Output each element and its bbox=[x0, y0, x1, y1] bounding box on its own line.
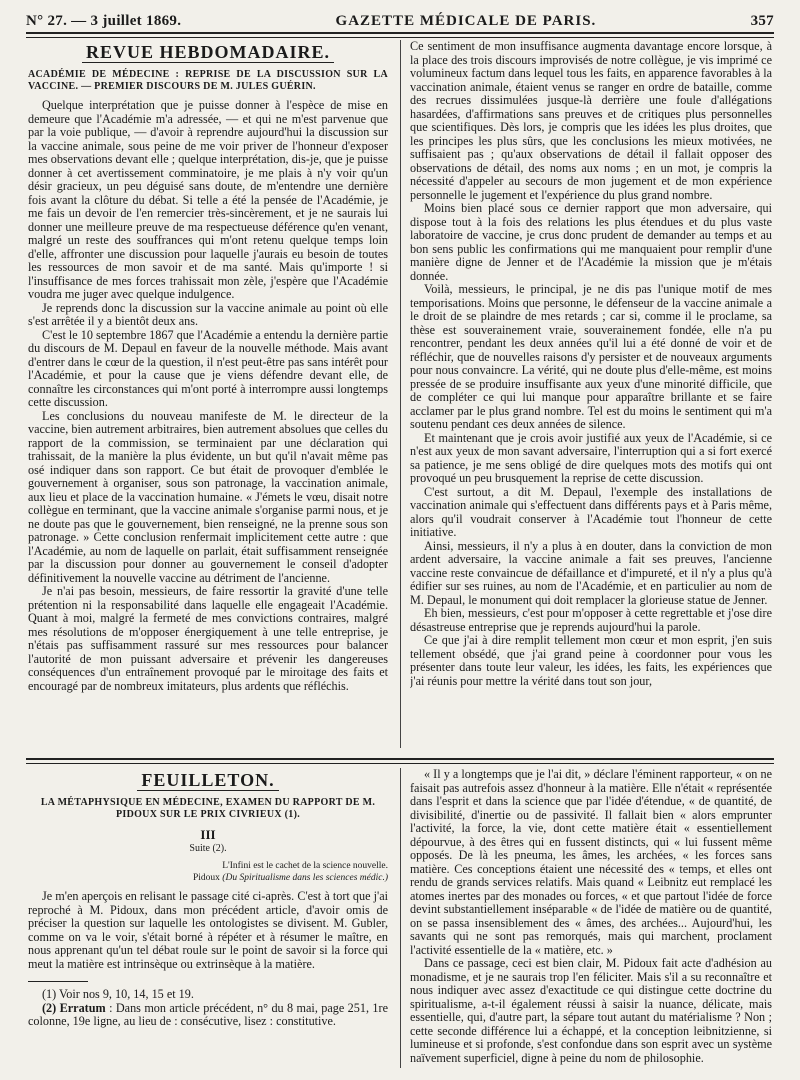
feuilleton-rubric: FEUILLETON. bbox=[28, 770, 388, 791]
column-rule-top bbox=[400, 40, 401, 748]
revue-paragraph: C'est surtout, a dit M. Depaul, l'exemple des installations de vaccination animale qui s'effectuent dans différents pays et à Paris même, alors qu'il voudrait conserver à l'Académie tout l'honneur de cette initiative. bbox=[410, 484, 772, 539]
revue-subhead: ACADÉMIE DE MÉDECINE : REPRISE DE LA DISCUSSION SUR LA VACCINE. — PREMIER DISCOURS DE M. JULES GUÉRIN. bbox=[28, 69, 388, 92]
revue-paragraph: Moins bien placé sous ce dernier rapport que mon adversaire, qui dispose tout à la fois des relations les plus étendues et du plus vaste laboratoire de vaccine, je crus donc prudent de demander au temps et au bon sens public les confirmations qui me manquaient pour remplir d'une manière digne de Jenner et de l'Académie la mission que je m'étais donnée. bbox=[410, 201, 772, 283]
issue-number-date: N° 27. — 3 juillet 1869. bbox=[26, 13, 182, 29]
epigraph-attribution: Pidoux (Du Spiritualisme dans les sciences médic.) bbox=[192, 873, 388, 883]
revue-paragraph: Je reprends donc la discussion sur la vaccine animale au point où elle s'est arrêtée il y a bientôt deux ans. bbox=[28, 300, 388, 328]
feuilleton-separator bbox=[26, 758, 774, 764]
revue-paragraph: Ainsi, messieurs, il n'y a plus à en douter, dans la conviction de mon ardent adversaire, la vaccine animale a fait ses preuves, l'ancienne vaccine reste convaincue de défaillance et d'impureté, et il n'y a plus qu'à édifier sur ses ruines, au nom de l'Académie, et en particulier au nom de M. Depaul, le monument qui doit remplacer la glorieuse statue de Jenner. bbox=[410, 538, 772, 607]
revue-paragraph: Eh bien, messieurs, c'est pour m'opposer à cette regrettable et j'ose dire désastreuse entreprise que je reprends aujourd'hui la parole. bbox=[410, 606, 772, 634]
running-header bbox=[26, 4, 774, 30]
footnote-1: (1) Voir nos 9, 10, 14, 15 et 19. bbox=[42, 987, 194, 1001]
revue-left-column bbox=[28, 40, 388, 748]
revue-paragraph: Et maintenant que je crois avoir justifié aux yeux de l'Académie, si ce n'est aux yeux de mon savant adversaire, l'interruption qui a si fort exercé sa patience, je me sens obligé de dire quelques mots des motifs qui ont provoqué un peu brusquement la reprise de cette discussion. bbox=[410, 430, 772, 485]
part-number: III bbox=[200, 827, 216, 842]
feuilleton-left-column bbox=[28, 768, 388, 1076]
feuilleton-right-column bbox=[410, 768, 772, 1076]
footnote-rule bbox=[28, 981, 88, 982]
journal-title: GAZETTE MÉDICALE DE PARIS. bbox=[335, 13, 597, 29]
feuilleton-subhead: LA MÉTAPHYSIQUE EN MÉDECINE, EXAMEN DU RAPPORT DE M. PIDOUX SUR LE PRIX CIVRIEUX (1). bbox=[40, 797, 376, 820]
page-number: 357 bbox=[750, 13, 774, 29]
revue-paragraph: C'est le 10 septembre 1867 que l'Académie a entendu la dernière partie du discours de M. Depaul en faveur de la nouvelle méthode. Mais avant d'entrer dans le cœur de la question, il n'est peut-être pas sans intérêt pour l'Académie, et pour la cause que je viens défendre devant elle, de connaître les circonstances qui m'ont porté à interrompre aussi longtemps cette discussion. bbox=[28, 327, 388, 409]
revue-paragraph: Ce que j'ai à dire remplit tellement mon cœur et mon esprit, j'en suis tellement obsédé, que j'ai grand peine à coordonner pour vous les présenter dans toute leur valeur, les idées, les faits, les expériences que j'ai réunis pour mettre la vérité dans tout son jour, bbox=[410, 633, 772, 688]
feuilleton-quote: « Il y a longtemps que je l'ai dit, » déclare l'éminent rapporteur, « on ne faisait pas autrefois assez d'honneur à la matière. Elle n'était « représentée dans l'esprit et dans la science que par l'idée d'étendue, « de quantité, de divisibilité, d'inertie ou de passivité. Il fallait bien « alors emprunter l'activité, la force, la vie, dont cette matière était « essentiellement dépourvue, à des êtres qui en fussent distincts, qui « lui fussent même opposés. De là les pneuma, les âmes, les archées, « les forces sans matière. Ces conceptions étaient une nécessité des « temps, et elles ont rendu de grands services relatifs. Mais quand « Leibnitz eut remplacé les atomes inertes par des monades ou forces, « et que partout l'idée de force devint substantiellement inséparable « de l'idée de matière ou de quantité, on se passa insensiblement des « âmes, des archées... Aujourd'hui, les savants qui ne sont pas remorqués, mais qui marchent, proclament l'activité essentielle de la « matière, etc. » bbox=[410, 768, 772, 957]
column-rule-bottom bbox=[400, 768, 401, 1068]
epigraph bbox=[28, 860, 388, 884]
epigraph-quote: L'Infini est le cachet de la science nouvelle. bbox=[222, 861, 388, 871]
header-rule bbox=[26, 32, 774, 38]
revue-paragraph: Ce sentiment de mon insuffisance augmenta davantage encore lorsque, à la place des trois discours improvisés de notre collègue, je vis imprimé ce volumineux factum dans lequel tous les faits, en apparence favorables à la vaccination animale, étaient venus se ranger en ordre de bataille, comme des recrues dissimulées jusque-là derrière une foule d'allégations hasardées, d'affirmations sans preuves et de critiques plus personnelles que scientifiques. Dès lors, je compris que les idées les plus droites, que les principes les plus sûrs, que les conclusions les mieux motivées, ne suffisaient pas ; qu'aux observations de détail il fallait opposer des observations de détail, des noms aux noms ; en un mot, je compris la nécessité d'appeler au secours de mon jugement et de mon expérience personnelle le jugement et l'expérience du plus grand nombre. bbox=[410, 40, 772, 202]
feuilleton-paragraph: Je m'en aperçois en relisant le passage cité ci-après. C'est à tort que j'ai reproché à M. Pidoux, dans mon précédent article, d'avoir omis de préciser la question sur laquelle les ontologistes se divisent. M. Gubler, comme on va le voir, s'était borné à répéter et à résumer le maître, en nous apprenant qu'un tel débat roule sur le point de savoir si la force qui meut la matière est intrinsèque ou extrinsèque à la matière. bbox=[28, 889, 388, 971]
revue-right-column bbox=[410, 40, 772, 748]
revue-paragraph: Quelque interprétation que je puisse donner à l'espèce de mise en demeure que l'Académie m'a adressée, — et qui ne m'est parvenue que par la voie publique, — d'avoir à reprendre aujourd'hui la discussion sur la vaccine animale, sous peine de me voir priver de l'honneur d'exposer mes observations devant elle ; quelque interprétation, dis-je, que je puisse donner à cet avertissement comminatoire, je me plais à n'y voir qu'un désir gracieux, un peu déguisé sans doute, de m'entendre une dernière fois avant la clôture du débat. Si telle a été la pensée de l'Académie, je me fais un devoir de l'en remercier très-sincèrement, et je ne saurais lui donner une meilleure preuve de ma respectueuse déférence qu'en venant, malgré un reste des souffrances qui m'ont retenu quelque temps loin d'elle, affronter une discussion pour laquelle j'aurais eu besoin de toutes les ressources de mon savoir et de ma santé. Mais qu'importe ! si l'insuffisance de mes forces trahissait mon zèle, j'espère que l'Académie voudra me juger avec quelque indulgence. bbox=[28, 98, 388, 301]
suite-label: Suite (2). bbox=[189, 843, 227, 854]
revue-paragraph: Je n'ai pas besoin, messieurs, de faire ressortir la gravité d'une telle prétention ni la responsabilité dans laquelle elle engageait l'Académie. Quant à moi, malgré la fermeté de mes convictions contraires, malgré mes résolutions de m'opposer énergiquement à une telle entreprise, je n'étais pas suffisamment rassuré sur mes ressources pour balancer l'autorité de mon puissant adversaire et prévenir les dangereuses conséquences d'un entraînement provoqué par le miroitage des faits et encouragé par de nombreux imitateurs, plus ardents que réfléchis. bbox=[28, 584, 388, 693]
revue-rubric: REVUE HEBDOMADAIRE. bbox=[28, 42, 388, 63]
revue-paragraph: Voilà, messieurs, le principal, je ne dis pas l'unique motif de mes temporisations. Moins que personne, le défenseur de la vaccine animale a le droit de se plaindre de mes retards ; car si, comme il le proclame, sa thèse est souverainement vraie, souverainement fondée, elle n'a pu rencontrer, pendant les deux années qu'il lui a été donné de voir et de réfléchir, que de nouvelles raisons d'y persister et de nouveaux arguments pour nous convaincre. La vérité, qui ne doute plus d'elle-même, est moins pressée de se produire insuffisante aux yeux d'une minorité difficile, que de compléter ce qui lui manque pour apparaître brillante et se faire acclamer par le plus grand nombre. Tel est du moins le sentiment qui m'a soutenu pendant ces deux années de silence. bbox=[410, 282, 772, 431]
footnote-2: (2) Erratum : Dans mon article précédent, n° du 8 mai, page 251, 1re colonne, 19e ligne, au lieu de : consécutive, lisez : constitutive. bbox=[28, 1000, 388, 1028]
revue-paragraph: Les conclusions du nouveau manifeste de M. le directeur de la vaccine, bien autrement arbitraires, bien autrement absolues que celles du rapport de la commission, se terminaient par une déclaration qui trahissait, de la manière la plus évidente, un but qu'il n'avait même pas osé indiquer dans son rapport. Ce but était de provoquer d'emblée le gouvernement à organiser, sous son patronage, la vaccination animale, aux lieu et place de la vaccination humaine. « J'émets le vœu, disait notre collègue en terminant, que la vaccine animale s'organise parmi nous, et je ne doute pas que le gouvernement, bien renseigné, ne la prenne sous son patronage. » Cette conclusion renfermait implicitement cette autre : que l'Académie, au nom de laquelle on parlait, était suffisamment renseignée par la discussion pour donner au gouvernement le conseil d'adopter définitivement la nouvelle vaccine au détriment de l'ancienne. bbox=[28, 408, 388, 585]
feuilleton-paragraph: Dans ce passage, ceci est bien clair, M. Pidoux fait acte d'adhésion au monadisme, et je ne saurais trop l'en féliciter. Mais s'il a su reconnaître et nous indiquer avec assez d'exactitude ce qui distingue cette doctrine du spiritualisme, a-t-il également réussi à saisir la nuance, délicate, mais essentielle, qui, d'autre part, la sépare tout autant du matérialisme ? Non ; cette seconde différence lui a échappé, et la conception leibnitzienne, si lumineuse et si profonde, s'est confondue dans son esprit avec un système naïvement superficiel, digne à peine du nom de philosophie. bbox=[410, 956, 772, 1065]
